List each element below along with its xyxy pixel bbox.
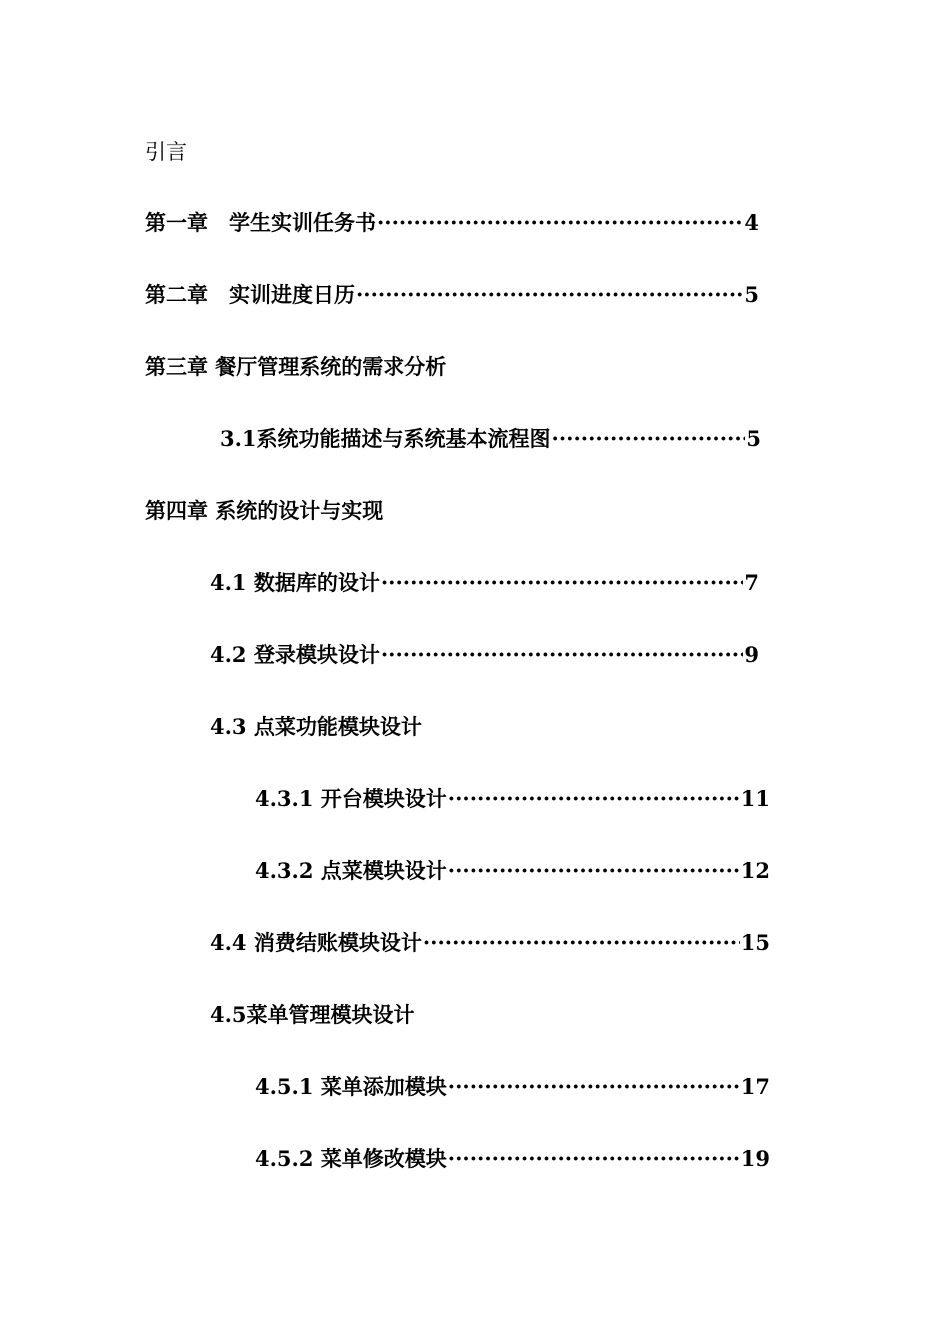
toc-entry-title: 第一章 学生实训任务书 [145,210,376,235]
toc-chapter-3 [145,353,645,381]
toc-section-4-5-2 [255,1145,770,1173]
toc-section-4-5-1 [255,1073,770,1101]
toc-dot-leader [552,425,746,453]
toc-entry-title: 4.3.1 开台模块设计 [255,786,447,811]
toc-section-3-1 [220,425,761,453]
toc-chapter-2 [145,281,759,309]
toc-dot-leader [381,641,744,669]
toc-dot-leader [381,569,744,597]
toc-entry-title: 4.5.2 菜单修改模块 [255,1146,447,1171]
toc-intro [145,138,345,166]
toc-entry-title: 第三章 餐厅管理系统的需求分析 [145,354,447,379]
toc-dot-leader [356,281,743,309]
toc-entry-title: 4.5.1 菜单添加模块 [255,1074,447,1099]
toc-dot-leader [448,1145,740,1173]
toc-section-4-1 [210,569,759,597]
toc-page-number: 4 [744,210,759,235]
toc-entry-title: 4.2 登录模块设计 [210,642,380,667]
toc-page-number: 7 [744,570,759,595]
toc-page-number: 15 [740,930,770,955]
toc-page-number: 11 [740,786,770,811]
toc-entry-title: 4.5菜单管理模块设计 [210,1002,415,1027]
toc-page-number: 17 [740,1074,770,1099]
toc-section-4-5 [210,1001,610,1029]
toc-dot-leader [377,209,743,237]
toc-page-number: 9 [744,642,759,667]
toc-entry-title: 4.3 点菜功能模块设计 [210,714,422,739]
toc-entry-title: 第二章 实训进度日历 [145,282,355,307]
toc-section-4-3-1 [255,785,770,813]
toc-page-number: 5 [746,426,761,451]
toc-page-number: 12 [740,858,770,883]
toc-section-4-3 [210,713,610,741]
toc-entry-title: 4.3.2 点菜模块设计 [255,858,447,883]
toc-entry-title: 第四章 系统的设计与实现 [145,498,384,523]
toc-dot-leader [448,857,740,885]
toc-entry-title: 引言 [145,140,187,164]
toc-entry-title: 4.4 消费结账模块设计 [210,930,422,955]
toc-entry-title: 4.1 数据库的设计 [210,570,380,595]
toc-dot-leader [423,929,740,957]
toc-section-4-3-2 [255,857,770,885]
toc-dot-leader [448,1073,740,1101]
toc-section-4-2 [210,641,759,669]
toc-chapter-1 [145,209,759,237]
toc-chapter-4 [145,497,645,525]
toc-dot-leader [448,785,740,813]
toc-page-number: 5 [744,282,759,307]
toc-section-4-4 [210,929,770,957]
toc-page-number: 19 [740,1146,770,1171]
toc-entry-title: 3.1系统功能描述与系统基本流程图 [220,426,551,451]
